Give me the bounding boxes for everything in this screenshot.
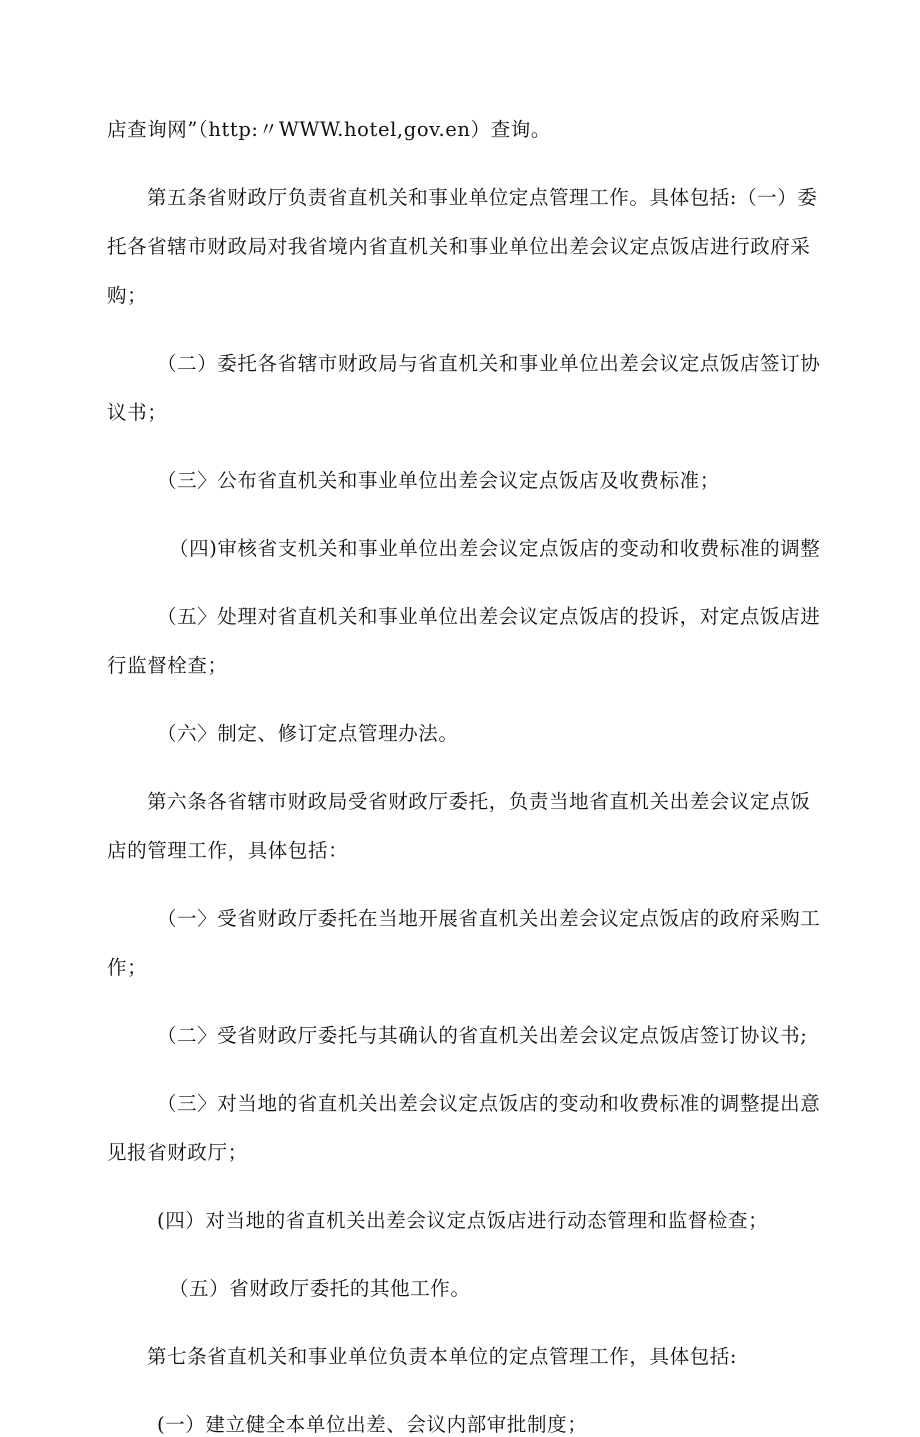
text-line: （二〉受省财政厅委托与其确认的省直机关出差会议定点饭店签订协议书;	[157, 1024, 808, 1047]
text-line: （四)审核省支机关和事业单位出差会议定点饭店的变动和收费标准的调整	[169, 537, 821, 560]
text-line: (四）对当地的省直机关出差会议定点饭店进行动态管理和监督检查；	[157, 1209, 769, 1232]
text-line: 托各省辖市财政局对我省境内省直机关和事业单位出差会议定点饭店进行政府采	[107, 235, 811, 258]
text-line: （五〉处理对省直机关和事业单位出差会议定点饭店的投诉，对定点饭店进	[157, 605, 821, 628]
text-line: 第七条省直机关和事业单位负责本单位的定点管理工作，具体包括:	[147, 1345, 738, 1368]
text-line: 购；	[107, 284, 148, 307]
text-line: （三〉公布省直机关和事业单位出差会议定点饭店及收费标准；	[157, 469, 720, 492]
text-line: （二）委托各省辖市财政局与省直机关和事业单位出差会议定点饭店签订协	[157, 352, 821, 375]
text-line: 第六条各省辖市财政局受省财政厅委托，负责当地省直机关出差会议定点饭	[147, 790, 811, 813]
text-line: 店的管理工作，具体包括：	[107, 839, 349, 862]
text-line: 店查询网”（http:〃WWW.hotel,gov.en）查询。	[107, 118, 551, 141]
text-line: 见报省财政厅；	[107, 1141, 248, 1164]
text-line: 第五条省财政厅负责省直机关和事业单位定点管理工作。具体包括:（一）委	[147, 186, 818, 209]
text-line: 议书；	[107, 401, 168, 424]
text-line: （六〉制定、修订定点管理办法。	[157, 722, 459, 745]
text-line: (一）建立健全本单位出差、会议内部审批制度；	[157, 1413, 588, 1436]
text-line: 行监督栓查；	[107, 654, 228, 677]
text-line: （三〉对当地的省直机关出差会议定点饭店的变动和收费标准的调整提出意	[157, 1092, 821, 1115]
text-line: （一〉受省财政厅委托在当地开展省直机关出差会议定点饭店的政府采购工	[157, 907, 821, 930]
text-line: （五）省财政厅委托的其他工作。	[169, 1277, 471, 1300]
text-line: 作；	[107, 956, 148, 979]
